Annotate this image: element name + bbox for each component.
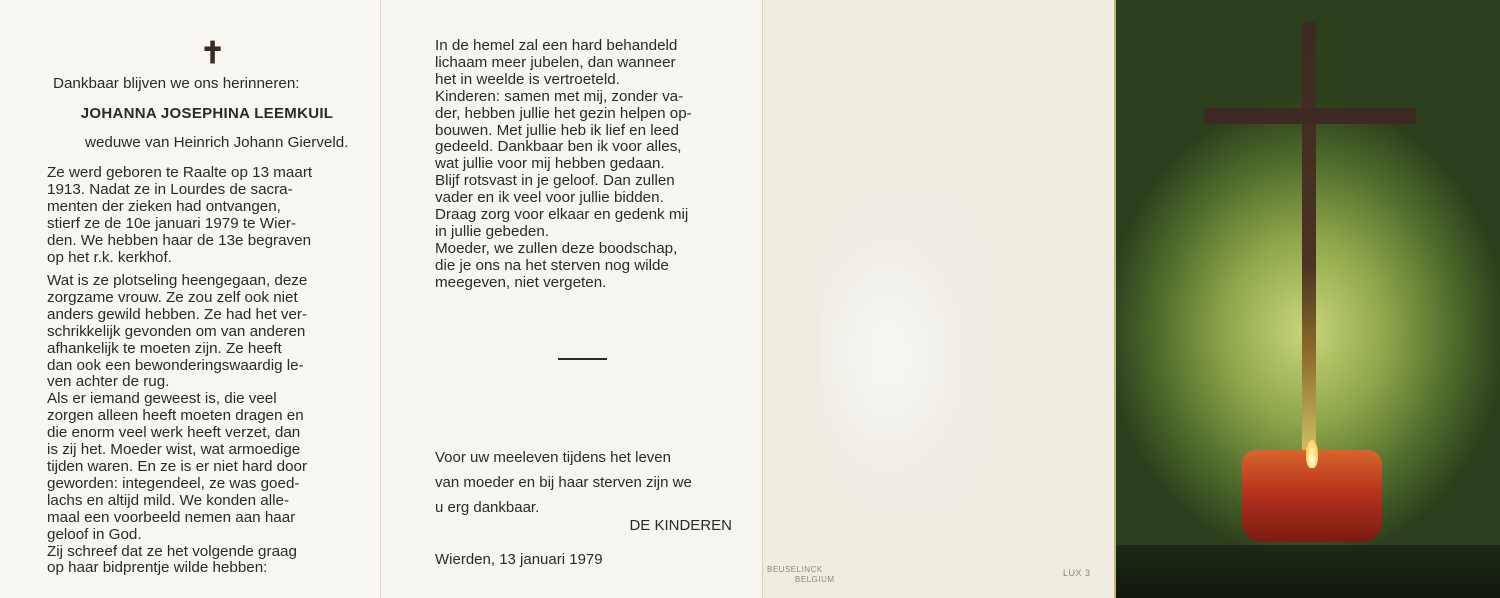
table-reflection [1116, 545, 1500, 598]
text-line: der, hebben jullie het gezin helpen op- [435, 104, 692, 122]
text-line: is zij het. Moeder wist, wat armoedige [47, 441, 301, 459]
text-line: Moeder, we zullen deze boodschap, [435, 239, 678, 257]
text-line: meegeven, niet vergeten. [435, 273, 607, 291]
deceased-name: JOHANNA JOSEPHINA LEEMKUIL [80, 105, 334, 122]
text-line: ven achter de rug. [47, 373, 170, 391]
text-line: stierf ze de 10e januari 1979 te Wier- [47, 214, 297, 232]
text-line: Ze werd geboren te Raalte op 13 maart [47, 164, 313, 181]
text-line: Kinderen: samen met mij, zonder va- [435, 87, 684, 105]
text-line: zorgzame vrouw. Ze zou zelf ook niet [47, 288, 298, 306]
text-line: gedeeld. Dankbaar ben ik voor alles, [435, 138, 682, 156]
cross-icon: ✝ [200, 36, 226, 71]
text-line: dan ook een bewonderingswaardig le- [47, 356, 304, 374]
middle-text-panel [380, 0, 762, 598]
printer-line-1: BEUSELINCK [767, 565, 823, 574]
printer-line-2: BELGIUM [795, 575, 835, 584]
divider-line [558, 358, 607, 360]
text-line: menten der zieken had ontvangen, [47, 197, 281, 215]
thanks-paragraph [435, 445, 733, 520]
text-line: Zij schreef dat ze het volgende graag [47, 542, 297, 560]
text-line: tijden waren. En ze is er niet hard door [47, 457, 308, 475]
place-date: Wierden, 13 januari 1979 [435, 551, 603, 568]
left-text-panel [0, 0, 380, 598]
text-line: schrikkelijk gevonden om van anderen [47, 322, 306, 340]
biography-paragraph [47, 165, 346, 266]
printer-mark [767, 565, 835, 585]
text-line: lachs en altijd mild. We konden alle- [47, 491, 289, 509]
text-line: geworden: integendeel, ze was goed- [47, 474, 300, 492]
text-line: afhankelijk te moeten zijn. Ze heeft [47, 339, 282, 357]
cross-horizontal-beam [1204, 108, 1416, 124]
text-line: die je ons na het sterven nog wilde [435, 256, 669, 274]
text-line: lichaam meer jubelen, dan wanneer [435, 53, 676, 71]
intro-line: Dankbaar blijven we ons herinneren: [53, 75, 300, 92]
text-line: op het r.k. kerkhof. [47, 248, 172, 266]
text-line: Draag zorg voor elkaar en gedenk mij [435, 206, 689, 224]
text-line: het in weelde is vertroeteld. [435, 70, 620, 88]
text-line: 1913. Nadat ze in Lourdes de sacra- [47, 180, 293, 198]
text-line: Blijf rotsvast in je geloof. Dan zullen [435, 172, 675, 190]
text-line: vader en ik veel voor jullie bidden. [435, 189, 664, 207]
text-line: anders gewild hebben. Ze had het ver- [47, 305, 308, 323]
text-line: wat jullie voor mij hebben gedaan. [435, 155, 665, 173]
signature: DE KINDEREN [629, 517, 732, 534]
text-line: in jullie gebeden. [435, 222, 549, 240]
text-line: bouwen. Met jullie heb ik lief en leed [435, 121, 679, 139]
cross-candle-photo [1114, 0, 1500, 598]
text-line: Als er iemand geweest is, die veel [47, 390, 277, 408]
text-line: Voor uw meeleven tijdens het leven [435, 449, 671, 466]
flame-icon [1306, 440, 1318, 468]
text-line: op haar bidprentje wilde hebben: [47, 559, 268, 577]
text-line: van moeder en bij haar sterven zijn we [435, 474, 692, 491]
blank-back-panel [762, 0, 1114, 598]
text-line: geloof in God. [47, 525, 142, 543]
series-code: LUX 3 [1063, 568, 1091, 578]
tribute-paragraph [47, 273, 346, 577]
text-line: maal een voorbeeld nemen aan haar [47, 508, 296, 526]
torn-paper-patch [821, 195, 991, 515]
text-line: u erg dankbaar. [435, 499, 540, 516]
cross-vertical-beam [1302, 22, 1316, 462]
text-line: die enorm veel werk heeft verzet, dan [47, 424, 301, 442]
text-line: den. We hebben haar de 13e begraven [47, 231, 312, 249]
text-line: In de hemel zal een hard behandeld [435, 37, 678, 54]
text-line: Wat is ze plotseling heengegaan, deze [47, 272, 308, 289]
text-line: zorgen alleen heeft moeten dragen en [47, 407, 304, 425]
mothers-message [435, 38, 733, 292]
widow-line: weduwe van Heinrich Johann Gierveld. [85, 134, 349, 151]
